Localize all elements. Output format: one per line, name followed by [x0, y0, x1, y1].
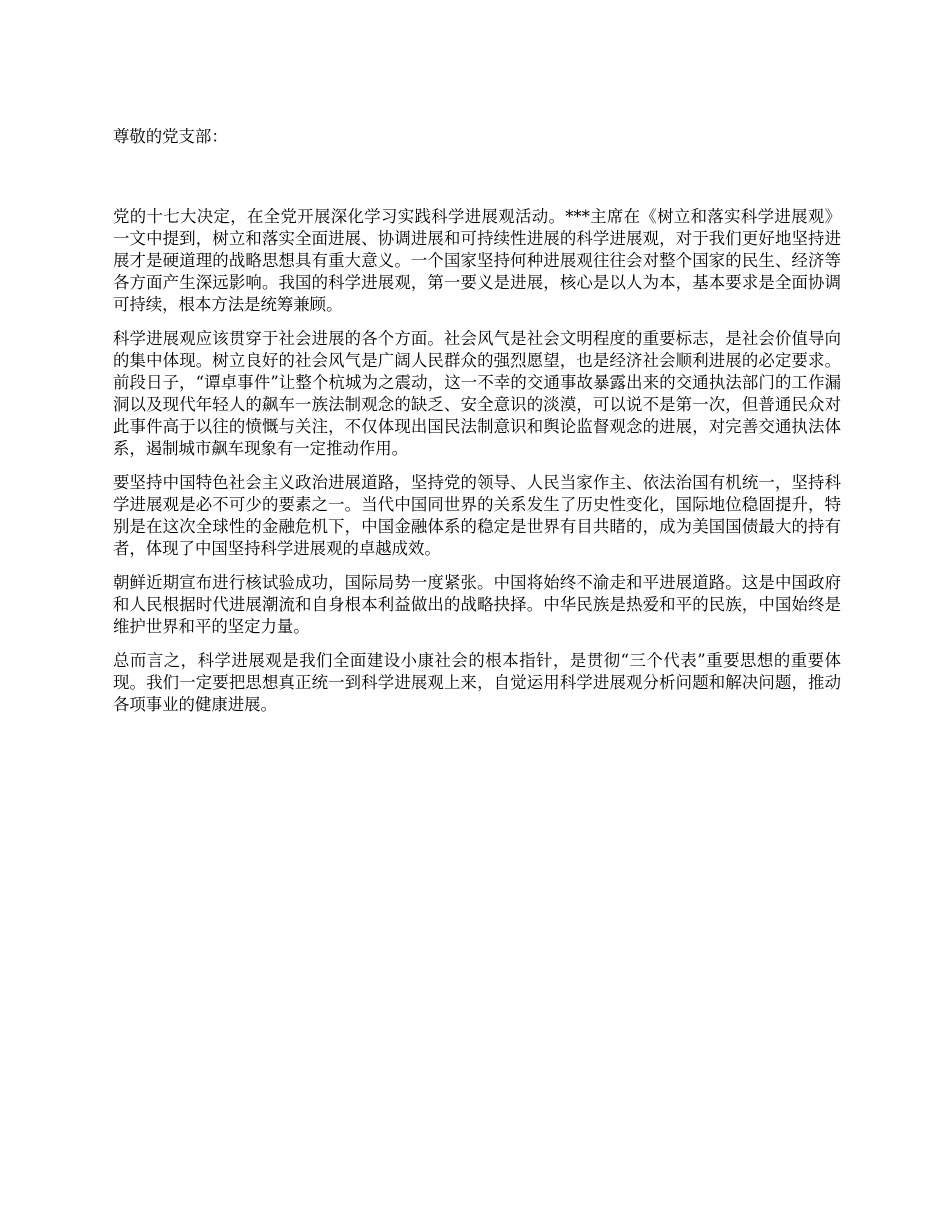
- letter-body: [113, 126, 841, 728]
- salutation: 尊敬的党支部：: [113, 127, 228, 146]
- paragraph-1: 党的十七大决定，在全党开展深化学习实践科学进展观活动。***主席在《树立和落实科学进展观》一文中提到，树立和落实全面进展、协调进展和可持续性进展的科学进展观，对于我们更好地坚持进展才是硬道理的战略思想具有重大意义。一个国家坚持何种进展观往往会对整个国家的民生、经济等各方面产生深远影响。我国的科学进展观，第一要义是进展，核心是以人为本，基本要求是全面协调可持续，根本方法是统筹兼顾。: [113, 207, 841, 314]
- paragraph-4: 朝鲜近期宣布进行核试验成功，国际局势一度紧张。中国将始终不渝走和平进展道路。这是中国政府和人民根据时代进展潮流和自身根本利益做出的战略抉择。中华民族是热爱和平的民族，中国始终是维护世界和平的坚定力量。: [113, 573, 841, 636]
- paragraph-2: 科学进展观应该贯穿于社会进展的各个方面。社会风气是社会文明程度的重要标志，是社会价值导向的集中体现。树立良好的社会风气是广阔人民群众的强烈愿望，也是经济社会顺利进展的必定要求。前段日子，“谭卓事件”让整个杭城为之震动，这一不幸的交通事故暴露出来的交通执法部门的工作漏洞以及现代年轻人的飙车一族法制观念的缺乏、安全意识的淡漠，可以说不是第一次，但普通民众对此事件高于以往的愤慨与关注，不仅体现出国民法制意识和舆论监督观念的进展，对完善交通执法体系，遏制城市飙车现象有一定推动作用。: [113, 329, 841, 458]
- paragraph-5: 总而言之，科学进展观是我们全面建设小康社会的根本指针，是贯彻“三个代表”重要思想的重要体现。我们一定要把思想真正统一到科学进展观上来，自觉运用科学进展观分析问题和解决问题，推动各项事业的健康进展。: [113, 651, 841, 714]
- paragraph-3: 要坚持中国特色社会主义政治进展道路，坚持党的领导、人民当家作主、依法治国有机统一，坚持科学进展观是必不可少的要素之一。当代中国同世界的关系发生了历史性变化，国际地位稳固提升，特别是在这次全球性的金融危机下，中国金融体系的稳定是世界有目共睹的，成为美国国债最大的持有者，体现了中国坚持科学进展观的卓越成效。: [113, 473, 841, 558]
